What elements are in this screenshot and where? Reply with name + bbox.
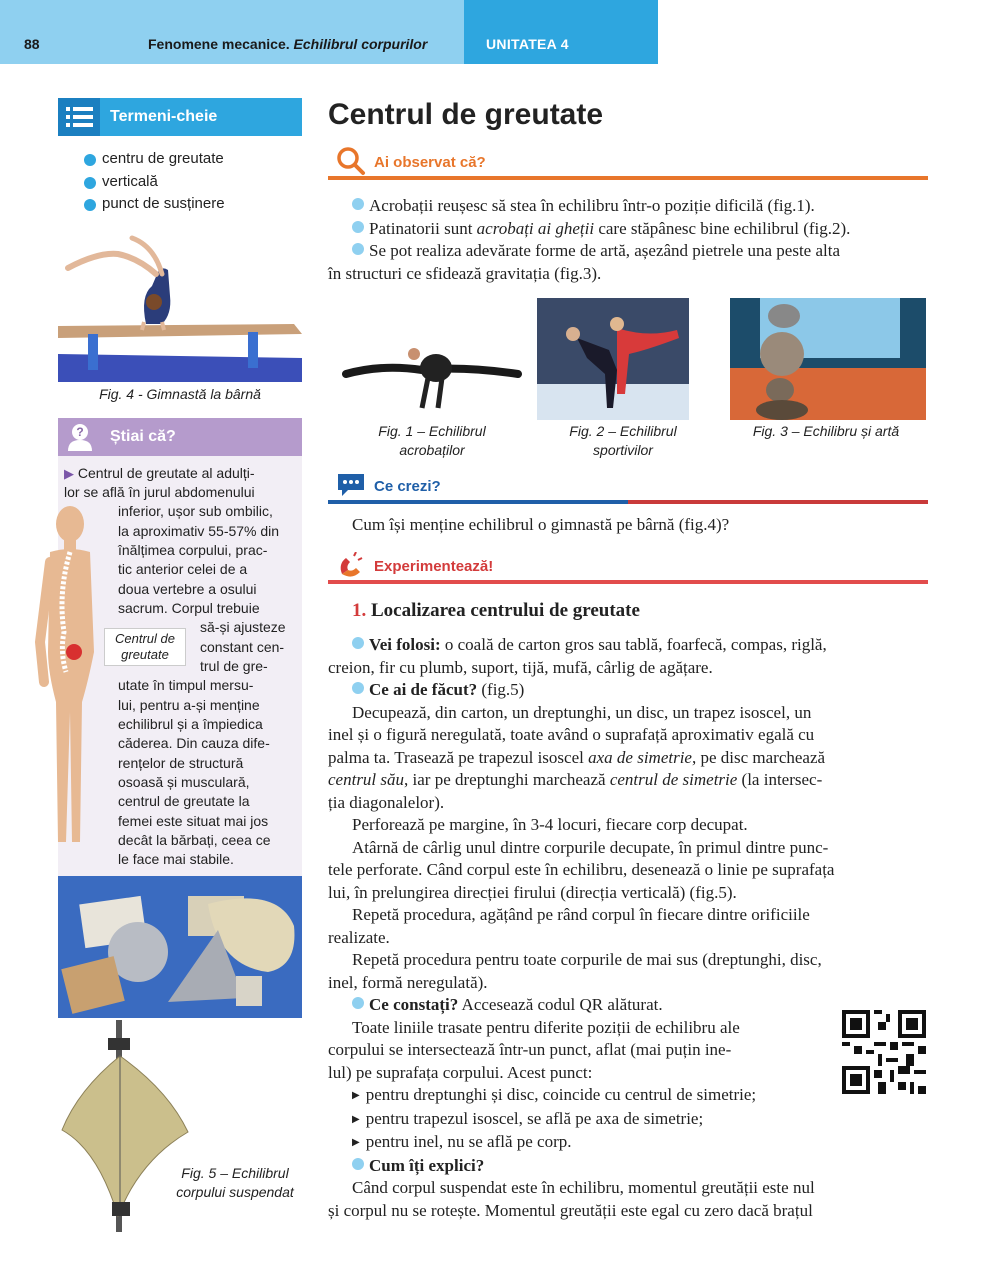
qr-code[interactable] [842, 1010, 926, 1094]
list-item: ▶ pentru dreptunghi și disc, coincide cu centrul de simetrie; [328, 1084, 928, 1108]
section-divider [328, 176, 928, 180]
fig3-caption: Fig. 3 – Echilibru și artă [752, 423, 900, 439]
chapter-title: Fenomene mecanice. Echilibrul corpurilor [148, 36, 428, 52]
list-item: Se pot realiza adevărate forme de artă, așezând pietrele una peste alta [328, 240, 928, 263]
page-number: 88 [24, 36, 40, 52]
stone-balance-image [730, 298, 926, 420]
center-of-gravity-label: Centrul de greutate [104, 628, 186, 666]
key-terms-title: Termeni-cheie [110, 108, 218, 125]
fig2-caption: Fig. 2 – Echilibrul sportivilor [569, 423, 677, 458]
gymnast-beam-image [58, 226, 302, 382]
question-person-icon [66, 423, 94, 451]
think-question: Cum își menține echilibrul o gimnastă pe bârnă (fig.4)? [352, 515, 730, 534]
list-item: ▶ pentru inel, nu se află pe corp. [328, 1131, 928, 1155]
list-item: centru de greutate [84, 150, 225, 173]
experiment-text: Vei folosi: o coală de carton gros sau tablă, foarfecă, compas, riglă, creion, fir cu plumb, suport, tijă, mufă, cârlig de agățare. Ce ai de făcut? (fig.5) Decupează, din carton, un dreptunghi, un disc, un trapez isoscel, un inel și o figură neregulată, toate având o suprafață aproximativ egală cu palma ta. Trasează pe trapezul isoscel axa de simetrie, pe disc marchează centrul său, iar pe dreptunghi marchează centrul de simetrie (la intersec- ția diagonalelor). Perforează pe margine, în 3-4 locuri, fiecare corp decupat. Atârnă de cârlig unul dintre corpurile decupate, în primul dintre punc- tele perforate. Când corpul este în echilibru, desenează o linie pe suprafața lui, în prelungirea direcției firului (direcția verticală) (fig.5). Repetă procedura, agățând pe rând corpul în fiecare dintre orificiile realizate. Repetă procedura pentru toate corpurile de mai sus (dreptunghi, disc, inel, formă neregulată). Ce constați? Accesează codul QR alăturat. Toate liniile trasate pentru diferite poziții de echilibru ale corpului se intersectează într-un punct, aflat (mai puțin ine- lul) pe suprafața corpului. Acest punct: ▶ pentru dreptunghi și disc, coincide cu centrul de simetrie; ▶ pentru trapezul isoscel, se află pe axa de simetrie; ▶ pentru inel, nu se află pe corp. Cum îți explici? Când corpul suspendat este în echilibru, momentul greutății este nul și corpul nu se rotește. Momentul greutății este egal cu zero dacă brațul [328, 634, 928, 1222]
magnifier-icon [336, 146, 366, 176]
list-item: verticală [84, 173, 225, 196]
list-item: ▶ pentru trapezul isoscel, se află pe axa de simetrie; [328, 1108, 928, 1132]
list-icon [58, 98, 100, 136]
svg-text:?: ? [76, 425, 84, 439]
experiment-subtitle: 1. Localizarea centrului de greutate [352, 600, 640, 621]
list-item: Patinatorii sunt acrobați ai gheții care stăpânesc bine echilibrul (fig.2). [328, 218, 928, 241]
fig4-caption: Fig. 4 - Gimnastă la bârnă [99, 386, 261, 402]
page-header [0, 0, 464, 64]
human-skeleton-image [30, 502, 110, 862]
fig1-caption: Fig. 1 – Echilibrul acrobaților [378, 423, 486, 458]
did-you-know-header [58, 418, 302, 456]
section-divider [328, 500, 928, 504]
unit-tab: UNITATEA 4 [464, 0, 658, 64]
section-divider [328, 580, 928, 584]
magnet-icon [336, 552, 364, 578]
key-terms-header [58, 98, 302, 136]
figure-skaters-image [537, 298, 689, 420]
cardboard-shapes-image [58, 876, 302, 1018]
key-terms-list [84, 150, 225, 218]
speech-bubble-icon [336, 472, 366, 498]
list-item: Acrobații reușesc să stea în echilibru într-o poziție dificilă (fig.1). [328, 195, 928, 218]
fig5-caption: Fig. 5 – Echilibrul corpului suspendat [176, 1165, 294, 1200]
page-title: Centrul de greutate [328, 98, 604, 131]
acrobats-image [342, 298, 522, 420]
observe-list: Acrobații reușesc să stea în echilibru într-o poziție dificilă (fig.1). Patinatorii sunt acrobați ai gheții care stăpânesc bine echilibrul (fig.2). Se pot realiza adevărate forme de artă, așezând pietrele una peste alta în structuri ce sfidează gravitația (fig.3). [328, 195, 928, 285]
did-you-know-title: Știai că? [110, 428, 176, 445]
list-item: punct de susținere [84, 195, 225, 218]
